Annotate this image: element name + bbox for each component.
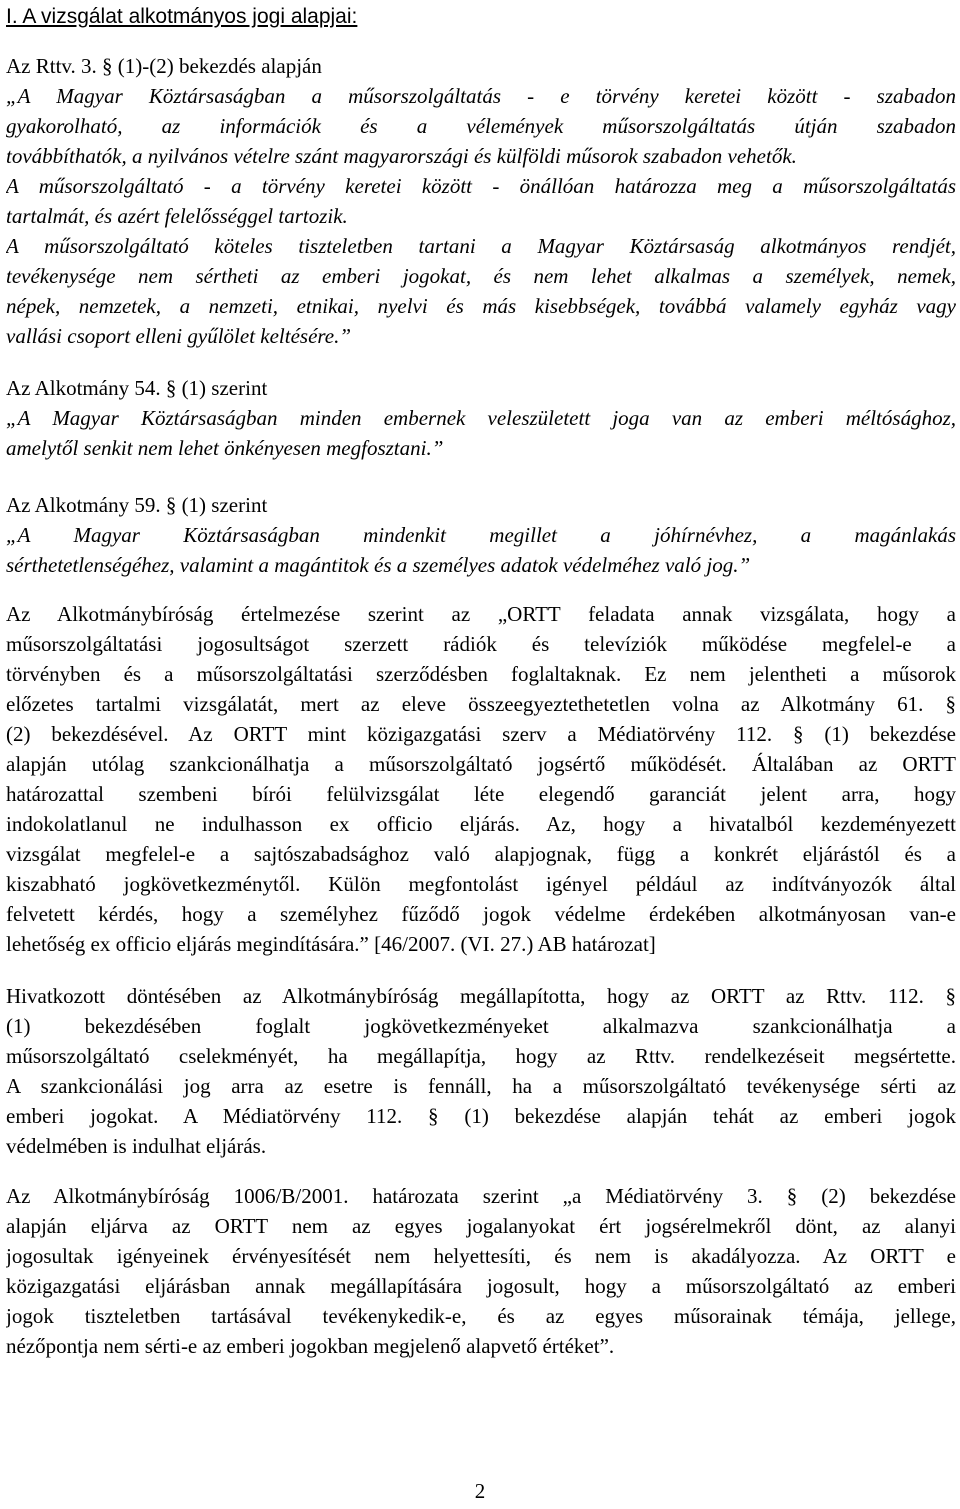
paragraph-line: alapján utólag szankcionálhatja a műsorszolgáltató jogsértő működését. Általában az ORTT xyxy=(6,752,956,776)
paragraph-line: Az Alkotmánybíróság 1006/B/2001. határozata szerint „a Médiatörvény 3. § (2) bekezdése xyxy=(6,1184,956,1208)
rttv-quote-line: tartalmát, és azért felelősséggel tartozik. xyxy=(6,204,348,228)
constitution-59-section xyxy=(6,490,956,580)
paragraph-line: jogok tiszteletben tartásával tevékenykedik-e, és az egyes műsorainak témája, jellege, xyxy=(6,1304,956,1328)
paragraph-line: törvényben és a műsorszolgáltatási szerződésben foglaltaknak. Ez nem jelentheti a műsorok xyxy=(6,662,956,686)
rttv-quote-line: A műsorszolgáltató köteles tiszteletben tartani a Magyar Köztársaság alkotmányos rendjét, xyxy=(6,234,956,258)
paragraph-line: felvetett kérdés, hogy a személyhez fűződő jogok védelme érdekében alkotmányosan van-e xyxy=(6,902,956,926)
rttv-quote-line: népek, nemzetek, a nemzeti, etnikai, nyelvi és más kisebbségek, továbbá valamely egyház vagy xyxy=(6,294,956,318)
paragraph-line: védelmében is indulhat eljárás. xyxy=(6,1134,267,1158)
constitution-54-quote-line: amelytől senkit nem lehet önkényesen megfosztani.” xyxy=(6,436,444,460)
rttv-quote-line: „A Magyar Köztársaságban a műsorszolgáltatás - e törvény keretei között - szabadon xyxy=(6,84,956,108)
constitution-54-quote-line: „A Magyar Köztársaságban minden embernek veleszületett joga van az emberi méltósághoz, xyxy=(6,406,956,430)
paragraph-line: Az Alkotmánybíróság értelmezése szerint az „ORTT feladata annak vizsgálata, hogy a xyxy=(6,602,956,626)
page-number: 2 xyxy=(474,1479,486,1503)
paragraph-line: A szankcionálási jog arra az esetre is fennáll, ha a műsorszolgáltató tevékenysége sérti az xyxy=(6,1074,956,1098)
section-heading: I. A vizsgálat alkotmányos jogi alapjai: xyxy=(6,5,358,28)
constitution-54-intro: Az Alkotmány 54. § (1) szerint xyxy=(6,376,268,400)
rttv-quote-line: vallási csoport elleni gyűlölet keltésére.” xyxy=(6,324,352,348)
rttv-intro: Az Rttv. 3. § (1)-(2) bekezdés alapján xyxy=(6,54,322,78)
paragraph-line: nézőpontja nem sérti-e az emberi jogokban megjelenő alapvető értéket”. xyxy=(6,1334,615,1358)
rttv-quote-line: tevékenysége nem sértheti az emberi jogokat, és nem lehet alkalmas a személyek, nemek, xyxy=(6,264,956,288)
paragraph-line: jogosultak igényeinek érvényesítését nem helyettesíti, és nem is akadályozza. Az ORTT e xyxy=(6,1244,956,1268)
paragraph-line: közigazgatási eljárásban annak megállapítására jogosult, hogy a műsorszolgáltató az emberi xyxy=(6,1274,956,1298)
ab-finding-paragraph xyxy=(6,981,956,1161)
paragraph-line: (2) bekezdésével. Az ORTT mint közigazgatási szerv a Médiatörvény 112. § (1) bekezdése xyxy=(6,722,956,746)
ab-decision-paragraph xyxy=(6,1181,956,1361)
constitution-59-intro: Az Alkotmány 59. § (1) szerint xyxy=(6,493,268,517)
paragraph-line: műsorszolgáltató cselekményét, ha megállapítja, hogy az Rttv. rendelkezéseit megsértette. xyxy=(6,1044,956,1068)
paragraph-line: műsorszolgáltatási jogosultságot szerzett rádiók és televíziók működése megfelel-e a xyxy=(6,632,956,656)
ab-interpretation-paragraph xyxy=(6,599,956,959)
paragraph-line: alapján eljárva az ORTT nem az egyes jogalanyokat ért jogsérelmekről dönt, az alanyi xyxy=(6,1214,956,1238)
paragraph-line: lehetőség ex officio eljárás megindítására.” [46/2007. (VI. 27.) AB határozat] xyxy=(6,932,656,956)
paragraph-line: határozattal szembeni bírói felülvizsgálat léte elegendő garanciát jelent arra, hogy xyxy=(6,782,956,806)
constitution-59-quote-line: sérthetetlenségéhez, valamint a magántitok és a személyes adatok védelméhez való jog.” xyxy=(6,553,751,577)
paragraph-line: Hivatkozott döntésében az Alkotmánybíróság megállapította, hogy az ORTT az Rttv. 112. § xyxy=(6,984,956,1008)
constitution-54-section xyxy=(6,373,956,463)
rttv-quote-line: A műsorszolgáltató - a törvény keretei között - önállóan határozza meg a műsorszolgáltatás xyxy=(6,174,956,198)
paragraph-line: emberi jogokat. A Médiatörvény 112. § (1) bekezdése alapján tehát az emberi jogok xyxy=(6,1104,956,1128)
rttv-quote-line: gyakorolható, az információk és a vélemények műsorszolgáltatás útján szabadon xyxy=(6,114,956,138)
paragraph-line: indokolatlanul ne indulhasson ex officio eljárás. Az, hogy a hivatalból kezdeményezett xyxy=(6,812,956,836)
constitution-59-quote-line: „A Magyar Köztársaságban mindenkit megillet a jóhírnévhez, a magánlakás xyxy=(6,523,956,547)
rttv-quote-line: továbbíthatók, a nyilvános vételre szánt magyarországi és külföldi műsorok szabadon vehetők. xyxy=(6,144,797,168)
paragraph-line: előzetes tartalmi vizsgálatát, mert az eleve összeegyeztethetetlen volna az Alkotmány 61. § xyxy=(6,692,956,716)
paragraph-line: (1) bekezdésében foglalt jogkövetkezményeket alkalmazva szankcionálhatja a xyxy=(6,1014,956,1038)
rttv-section xyxy=(6,51,956,351)
paragraph-line: vizsgálat megfelel-e a sajtószabadsághoz való alapjognak, függ a konkrét eljárástól és a xyxy=(6,842,956,866)
paragraph-line: kiszabható jogkövetkezménytől. Külön megfontolást igényel például az indítványozók által xyxy=(6,872,956,896)
